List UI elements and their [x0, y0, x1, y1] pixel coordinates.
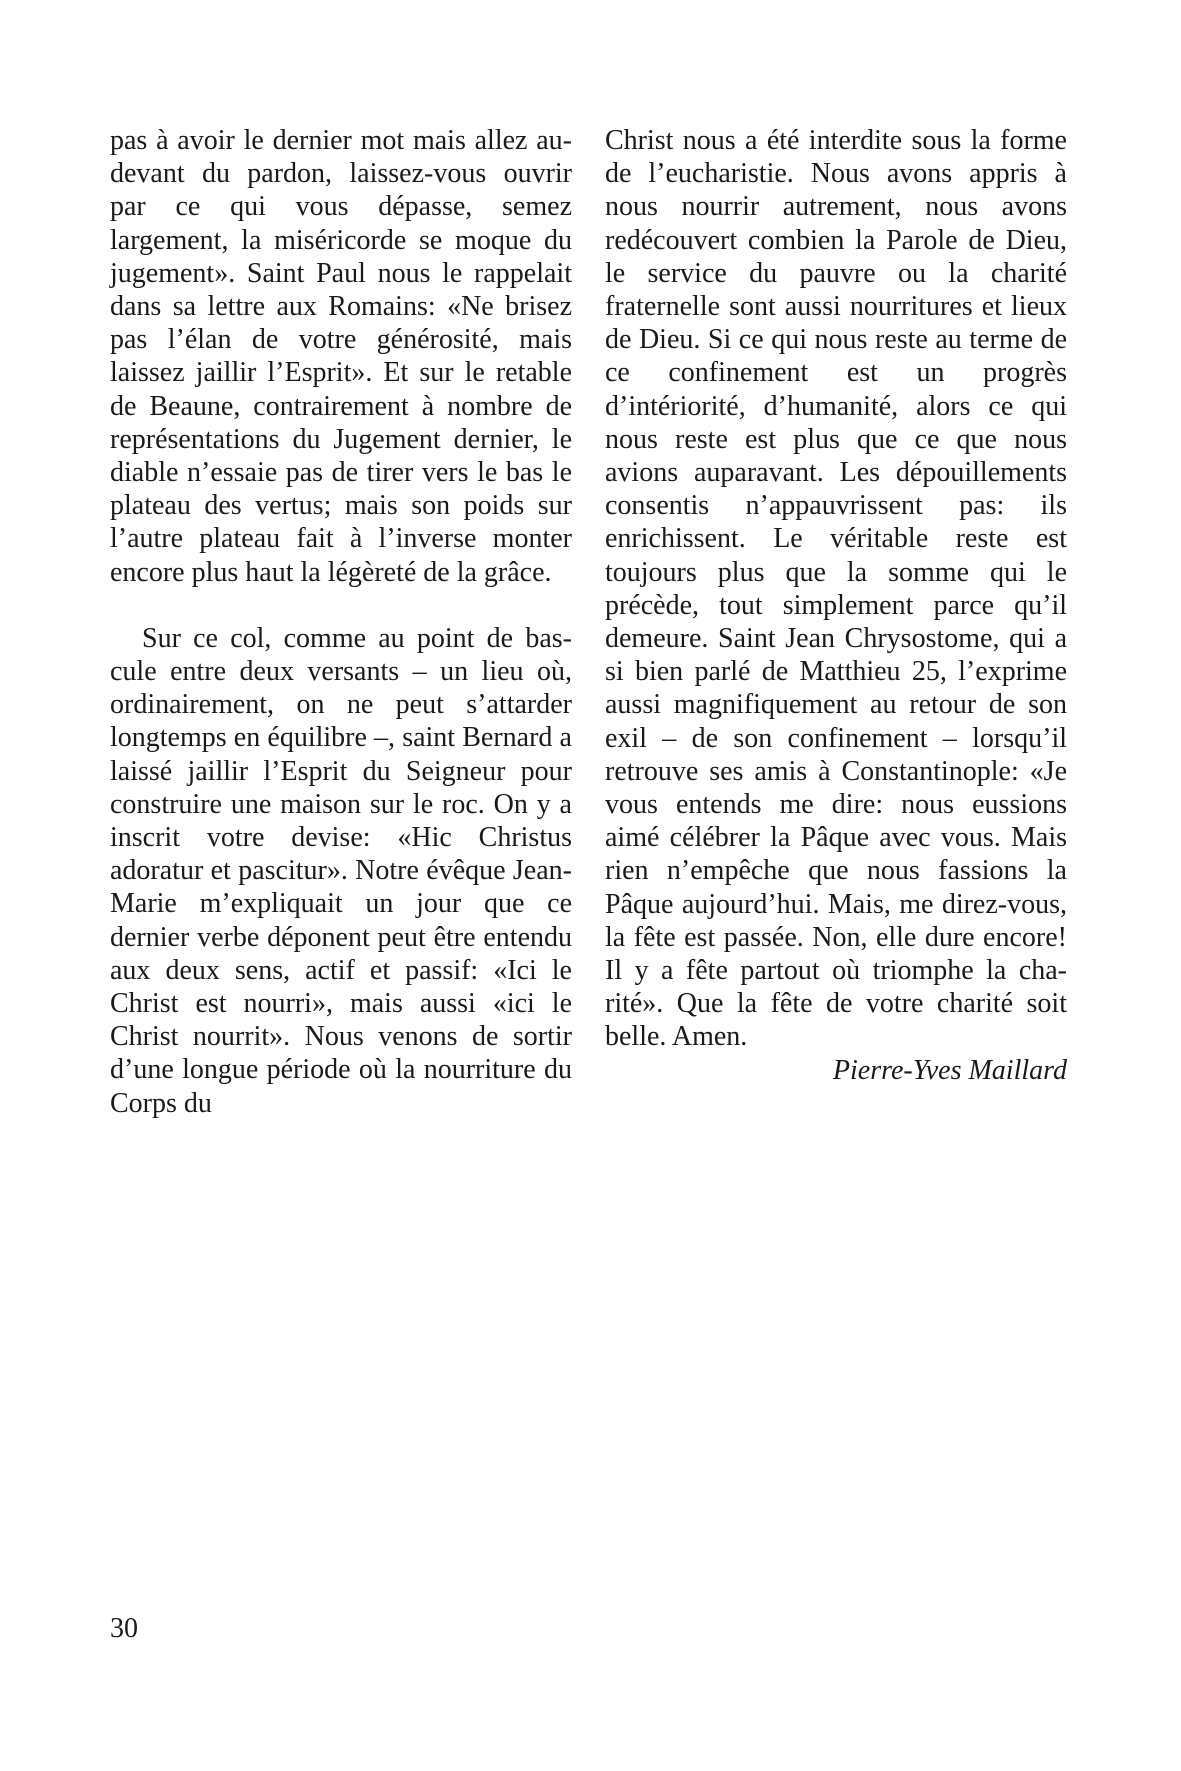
left-text-column — [110, 124, 572, 1120]
author-signature: Pierre-Yves Maillard — [832, 1054, 1067, 1086]
page-number: 30 — [110, 1613, 138, 1644]
left-paragraph-1: pas à avoir le dernier mot mais allez au-devant du pardon, laissez-vous ouvrir par ce qui vous dépasse, semez largement, la miséricorde se moque du jugement». Saint Paul nous le rappelait dans sa lettre aux Romains: «Ne brisez pas l’élan de votre générosité, mais laissez jaillir l’Esprit». Et sur le retable de Beaune, contrairement à nombre de représentations du Jugement dernier, le diable n’essaie pas de tirer vers le bas le plateau des vertus; mais son poids sur l’autre plateau fait à l’inverse monter encore plus haut la légèreté de la grâce. — [110, 125, 572, 588]
left-paragraph-2: Sur ce col, comme au point de bascule entre deux versants – un lieu où, ordinairement, on ne peut s’attarder longtemps en équilibre –, saint Bernard a laissé jaillir l’Esprit du Seigneur pour construire une maison sur le roc. On y a inscrit votre devise: «Hic Christus adoratur et pascitur». Notre évêque Jean-Marie m’expliquait un jour que ce dernier verbe déponent peut être entendu aux deux sens, actif et passif: «Ici le Christ est nourri», mais aussi «ici le Christ nourrit». Nous venons de sortir d’une longue période où la nourriture du Corps du — [110, 622, 572, 1119]
right-text-column — [605, 124, 1067, 1087]
right-paragraph-1: Christ nous a été interdite sous la forme de l’eucharistie. Nous avons appris à nous nourrir autrement, nous avons redécouvert combien la Parole de Dieu, le service du pauvre ou la charité fraternelle sont aussi nourritures et lieux de Dieu. Si ce qui nous reste au terme de ce confinement est un progrès d’intériorité, d’humanité, alors ce qui nous reste est plus que ce que nous avions auparavant. Les dépouillements consentis n’appauvrissent pas: ils enrichissent. Le véritable reste est toujours plus que la somme qui le précède, tout simplement parce qu’il demeure. Saint Jean Chrysostome, qui a si bien parlé de Matthieu 25, l’exprime aussi magnifiquement au retour de son exil – de son confinement – lorsqu’il retrouve ses amis à Constantinople: «Je vous entends me dire: nous eussions aimé célébrer la Pâque avec vous. Mais rien n’empêche que nous fassions la Pâque aujourd’hui. Mais, me direz-vous, la fête est passée. Non, elle dure encore! Il y a fête partout où triomphe la charité». Que la fête de votre charité soit belle. Amen. — [605, 125, 1067, 1053]
